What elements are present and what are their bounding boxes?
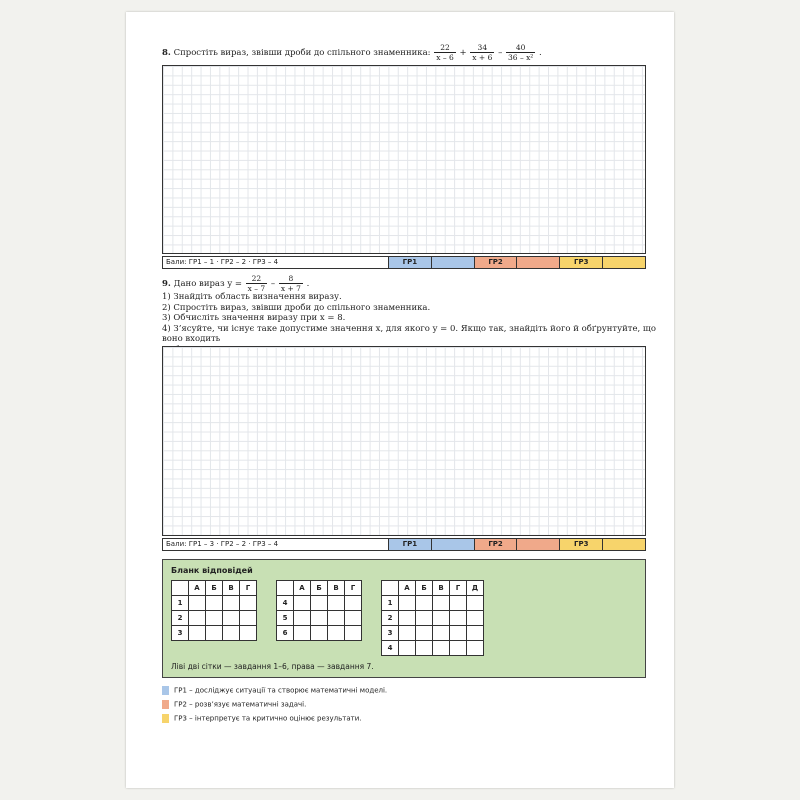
answer-cell[interactable] xyxy=(345,596,362,611)
answer-cell[interactable] xyxy=(345,626,362,641)
score-cell-gr1: ГР1 xyxy=(389,539,432,550)
score-cell-gr2-blank[interactable] xyxy=(517,539,560,550)
fraction: $\frac{22}{x - 7}$ xyxy=(247,274,266,293)
answer-table-tasks-4-6: А Б В Г 4 5 6 xyxy=(276,580,362,641)
answer-table-tasks-1-3: А Б В Г 1 2 3 xyxy=(171,580,257,641)
legend-swatch-gr3 xyxy=(162,714,169,723)
task-9-item: 4) З’ясуйте, чи існує таке допустиме значення x, для якого y = 0. Якщо так, знайдіть його й обґрунтуйте, що воно входить xyxy=(162,323,656,344)
answer-cell[interactable] xyxy=(223,626,240,641)
answer-cell[interactable] xyxy=(433,611,450,626)
operator: + xyxy=(459,48,467,58)
answer-cell[interactable] xyxy=(311,611,328,626)
fraction: $\frac{8}{x + 7}$ xyxy=(280,274,301,293)
answer-cell[interactable] xyxy=(467,626,484,641)
answer-cell[interactable] xyxy=(450,626,467,641)
task-9-text: Дано вираз y = xyxy=(173,279,242,289)
answer-cell[interactable] xyxy=(416,641,433,656)
answer-sheet-title: Бланк відповідей xyxy=(171,566,253,575)
row-number: 2 xyxy=(382,611,399,626)
answer-cell[interactable] xyxy=(240,596,257,611)
answer-table-task-7: А Б В Г Д 1 2 3 4 xyxy=(381,580,484,656)
answer-cell[interactable] xyxy=(311,626,328,641)
task-9-number: 9. xyxy=(162,279,171,289)
score-cell-gr3: ГР3 xyxy=(560,257,603,268)
answer-cell[interactable] xyxy=(433,626,450,641)
legend-gr2: ГР2 – розв’язує математичні задачі. xyxy=(162,700,306,709)
answer-cell[interactable] xyxy=(206,611,223,626)
score-cell-gr2: ГР2 xyxy=(475,539,518,550)
answer-cell[interactable] xyxy=(450,611,467,626)
answer-cell[interactable] xyxy=(189,611,206,626)
answer-cell[interactable] xyxy=(311,596,328,611)
fraction: $\frac{40}{\text{36 – x²}}$ xyxy=(508,43,534,62)
answer-cell[interactable] xyxy=(328,611,345,626)
row-number: 3 xyxy=(172,626,189,641)
answer-cell[interactable] xyxy=(399,596,416,611)
answer-cell[interactable] xyxy=(328,596,345,611)
row-number: 1 xyxy=(382,596,399,611)
task-8-text: Спростіть вираз, звівши дроби до спільного знаменника: xyxy=(173,48,431,58)
legend-swatch-gr2 xyxy=(162,700,169,709)
answer-cell[interactable] xyxy=(223,596,240,611)
answer-cell[interactable] xyxy=(294,611,311,626)
score-cell-gr2: ГР2 xyxy=(475,257,518,268)
answer-cell[interactable] xyxy=(416,626,433,641)
answer-cell[interactable] xyxy=(399,641,416,656)
score-cell-gr1-blank[interactable] xyxy=(432,539,475,550)
operator: – xyxy=(270,279,276,289)
legend-gr3: ГР3 – інтерпретує та критично оцінює результати. xyxy=(162,714,361,723)
answer-cell[interactable] xyxy=(189,596,206,611)
answer-cell[interactable] xyxy=(399,626,416,641)
score-cell-gr3-blank[interactable] xyxy=(603,539,645,550)
answer-cell[interactable] xyxy=(189,626,206,641)
answer-cell[interactable] xyxy=(399,611,416,626)
score-cell-gr1: ГР1 xyxy=(389,257,432,268)
answer-cell[interactable] xyxy=(206,626,223,641)
answer-cell[interactable] xyxy=(294,626,311,641)
score-cell-gr1-blank[interactable] xyxy=(432,257,475,268)
task-9-item: 2) Спростіть вираз, звівши дроби до спільного знаменника. xyxy=(162,302,431,313)
task-8-number: 8. xyxy=(162,48,171,58)
score-cell-gr3: ГР3 xyxy=(560,539,603,550)
row-number: 5 xyxy=(277,611,294,626)
legend-swatch-gr1 xyxy=(162,686,169,695)
row-number: 1 xyxy=(172,596,189,611)
score-cell-gr2-blank[interactable] xyxy=(517,257,560,268)
answer-cell[interactable] xyxy=(467,641,484,656)
row-number: 6 xyxy=(277,626,294,641)
score-cell-gr3-blank[interactable] xyxy=(603,257,645,268)
answer-cell[interactable] xyxy=(294,596,311,611)
score-label: Бали: ГР1 – 1 · ГР2 – 2 · ГР3 – 4 xyxy=(163,257,389,268)
answer-cell[interactable] xyxy=(433,641,450,656)
row-number: 3 xyxy=(382,626,399,641)
answer-cell[interactable] xyxy=(467,596,484,611)
task-9-item: 3) Обчисліть значення виразу при x = 8. xyxy=(162,313,346,323)
row-number: 4 xyxy=(277,596,294,611)
answer-sheet-note: Ліві дві сітки — завдання 1–6, права — завдання 7. xyxy=(171,662,374,671)
score-label: Бали: ГР1 – 3 · ГР2 – 2 · ГР3 – 4 xyxy=(163,539,389,550)
answer-cell[interactable] xyxy=(240,611,257,626)
answer-cell[interactable] xyxy=(240,626,257,641)
answer-cell[interactable] xyxy=(223,611,240,626)
legend-gr1: ГР1 – досліджує ситуації та створює математичні моделі. xyxy=(162,686,387,695)
answer-cell[interactable] xyxy=(467,611,484,626)
answer-grid-task-9[interactable] xyxy=(162,346,646,536)
task-8-statement: 8. Спростіть вираз, звівши дроби до спільного знаменника: $\frac{22}{x - 6}$ + $\frac{34}{x + 6}$ – $\frac{40}{\text{36 – x²}}$ . xyxy=(162,43,542,62)
task-9-item: 1) Знайдіть область визначення виразу. xyxy=(162,292,342,302)
operator: – xyxy=(498,48,503,58)
answer-sheet xyxy=(162,559,646,678)
answer-cell[interactable] xyxy=(416,611,433,626)
answer-cell[interactable] xyxy=(450,641,467,656)
fraction: $\frac{22}{x - 6}$ xyxy=(436,43,454,62)
score-bar-task-9 xyxy=(162,538,646,551)
fraction: $\frac{34}{x + 6}$ xyxy=(472,43,493,62)
score-bar-task-8 xyxy=(162,256,646,269)
answer-cell[interactable] xyxy=(206,596,223,611)
answer-cell[interactable] xyxy=(433,596,450,611)
answer-cell[interactable] xyxy=(345,611,362,626)
task-9-statement: 9. Дано вираз y = $\frac{22}{x - 7}$ – $\frac{8}{x + 7}$ . xyxy=(162,274,310,293)
answer-cell[interactable] xyxy=(450,596,467,611)
answer-cell[interactable] xyxy=(416,596,433,611)
answer-grid-task-8[interactable] xyxy=(162,65,646,254)
row-number: 4 xyxy=(382,641,399,656)
worksheet-page xyxy=(126,12,674,788)
row-number: 2 xyxy=(172,611,189,626)
answer-cell[interactable] xyxy=(328,626,345,641)
